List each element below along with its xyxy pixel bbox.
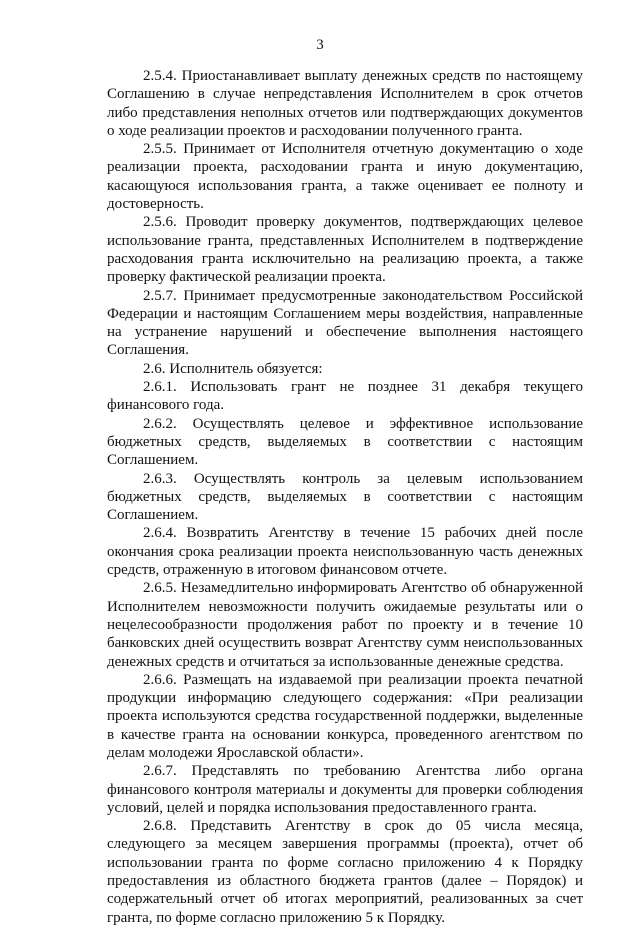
paragraph-2-5-6: 2.5.6. Проводит проверку документов, подтверждающих целевое использование гранта, представленных Исполнителем в подтверждение расходования гранта исключительно на реализацию проекта, а также проверку фактической реализации проекта. xyxy=(107,214,583,286)
paragraph-2-5-7: 2.5.7. Принимает предусмотренные законодательством Российской Федерации и настоящим Соглашением меры воздействия, направленные на устранение нарушений и обеспечение выполнения настоящего Соглашения. xyxy=(107,287,583,359)
paragraph-2-6-4: 2.6.4. Возвратить Агентству в течение 15 рабочих дней после окончания срока реализации проекта неиспользованную часть денежных средств, отраженную в итоговом финансовом отчете. xyxy=(107,525,583,579)
paragraph-2-6-8: 2.6.8. Представить Агентству в срок до 05 числа месяца, следующего за месяцем завершения программы (проекта), отчет об использовании гранта по форме согласно приложению 4 к Порядку предоставления из областного бюджета грантов (далее – Порядок) и содержательный отчет об итогах мероприятий, реализованных за счет гранта, по форме согласно приложению 5 к Порядку. xyxy=(107,818,583,926)
paragraph-2-6-6: 2.6.6. Размещать на издаваемой при реализации проекта печатной продукции информацию следующего содержания: «При реализации проекта используются средства государственной поддержки, выделенные в качестве гранта на основании конкурса, проведенного агентством по делам молодежи Ярославской области». xyxy=(107,671,583,761)
paragraph-2-6-2: 2.6.2. Осуществлять целевое и эффективное использование бюджетных средств, выделяемых в соответствии с настоящим Соглашением. xyxy=(107,415,583,469)
paragraph-2-6-5: 2.6.5. Незамедлительно информировать Агентство об обнаруженной Исполнителем невозможности получить ожидаемые результаты или о нецелесообразности продолжения работ по проекту и в течение 10 банковских дней осуществить возврат Агентству сумм неиспользованных денежных средств и отчитаться за использованные денежные средства. xyxy=(107,580,583,670)
paragraph-2-6-3: 2.6.3. Осуществлять контроль за целевым использованием бюджетных средств, выделяемых в соответствии с настоящим Соглашением. xyxy=(107,470,583,524)
paragraph-2-5-5: 2.5.5. Принимает от Исполнителя отчетную документацию о ходе реализации проекта, расходовании гранта и иную документацию, касающуюся использования гранта, а также оценивает ее полноту и достоверность. xyxy=(107,141,583,213)
page-number: 3 xyxy=(316,37,324,53)
paragraph-2-6-7: 2.6.7. Представлять по требованию Агентства либо органа финансового контроля материалы и документы для проверки соблюдения условий, целей и порядка использования предоставленного гранта. xyxy=(107,763,583,816)
document-body xyxy=(107,67,583,927)
paragraph-2-5-4: 2.5.4. Приостанавливает выплату денежных средств по настоящему Соглашению в случае непредставления Исполнителем в срок отчетов либо представления неполных отчетов или подтверждающих документов о ходе реализации проектов и расходовании полученного гранта. xyxy=(107,68,583,139)
paragraph-2-6-1: 2.6.1. Использовать грант не позднее 31 декабря текущего финансового года. xyxy=(107,379,583,414)
paragraph-2-6: 2.6. Исполнитель обязуется: xyxy=(143,360,323,377)
